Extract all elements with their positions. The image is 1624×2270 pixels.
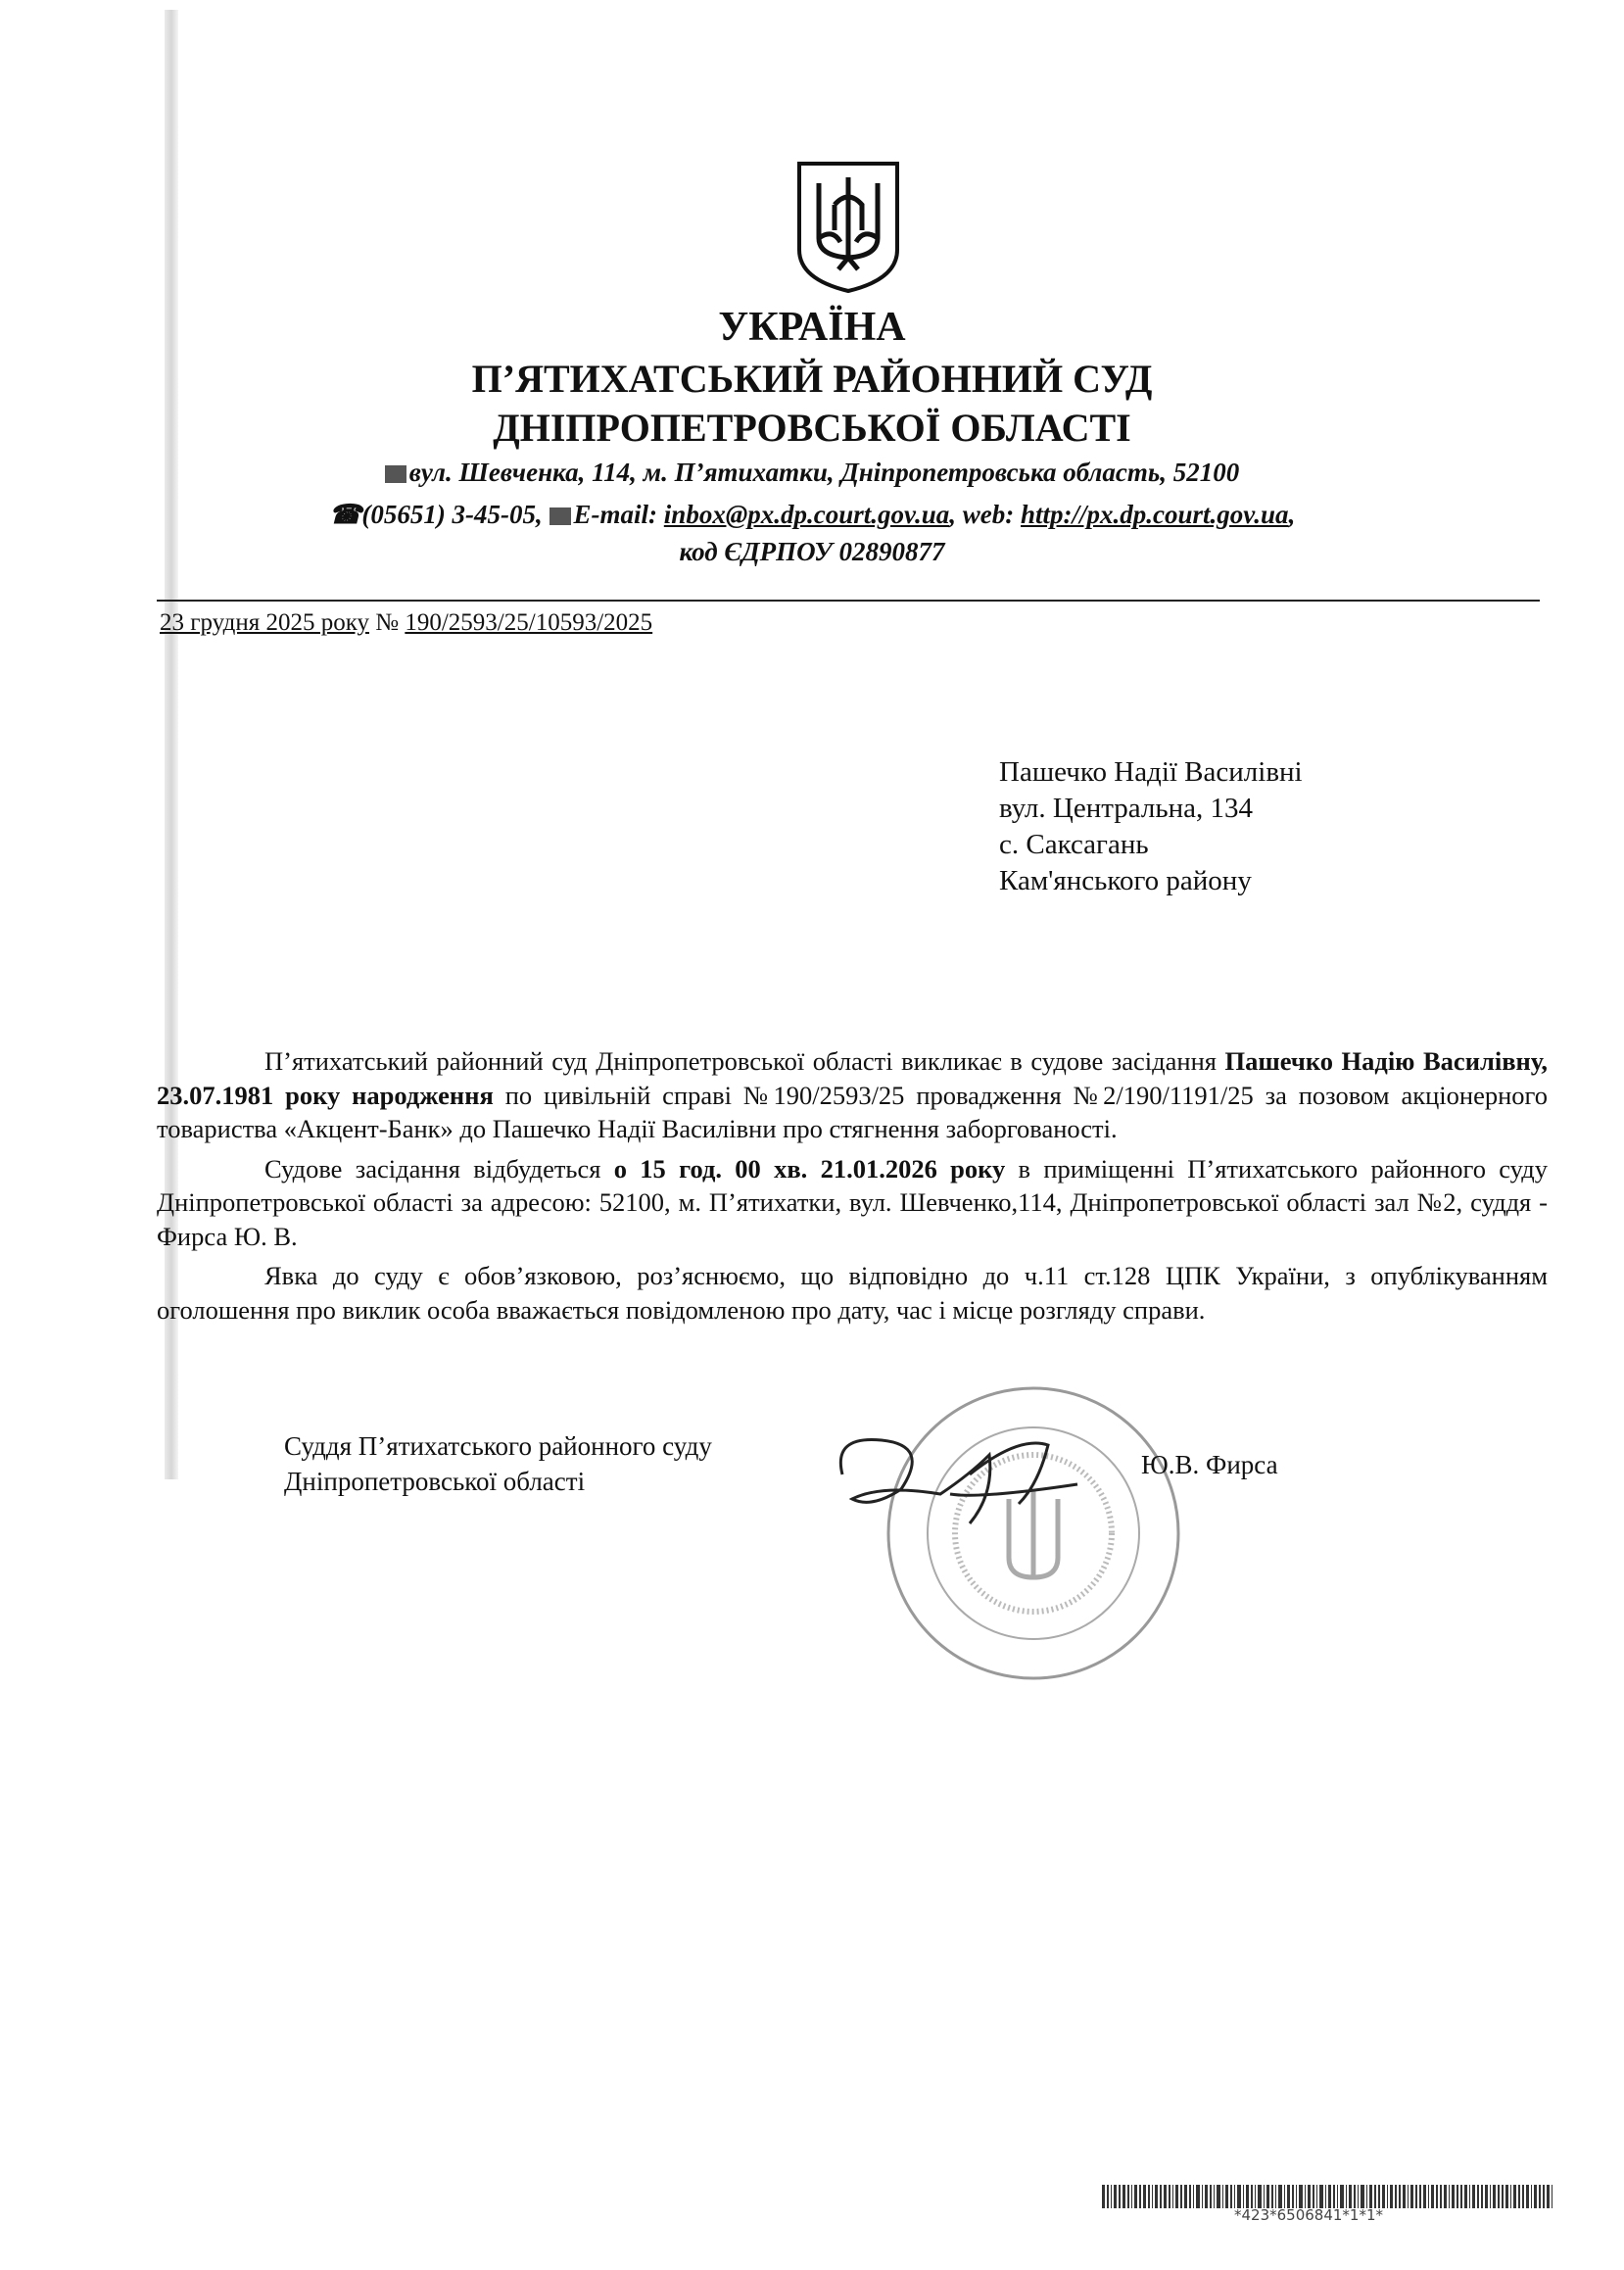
barcode-bar [1246,2185,1249,2208]
barcode-bar [1452,2185,1455,2208]
barcode-bar [1505,2185,1508,2208]
barcode-bar [1490,2185,1492,2208]
barcode-bar [1449,2185,1451,2208]
recipient-district: Кам'янського району [999,865,1252,896]
barcode-bar [1196,2185,1199,2208]
barcode-bar [1152,2185,1154,2208]
computer-icon [549,507,571,525]
barcode-bar [1472,2185,1475,2208]
barcode-bar [1346,2185,1348,2208]
barcode-bar [1415,2185,1417,2208]
barcode-bar [1539,2185,1541,2208]
barcode-bar [1469,2185,1471,2208]
barcode-bar [1287,2185,1290,2208]
text: П’ятихатський районний суд Дніпропетровської області викликає в судове засідання [264,1046,1225,1076]
paragraph-summons [157,1044,1548,1146]
recipient-address [999,754,1303,899]
barcode-bar [1114,2185,1117,2208]
barcode-bar [1493,2185,1496,2208]
barcode-bar [1205,2185,1208,2208]
email-label: E-mail: [573,500,658,529]
barcode-bar [1395,2185,1397,2208]
document-date: 23 грудня 2025 року [160,609,369,636]
barcode-bar [1436,2185,1438,2208]
barcode-bar [1237,2185,1240,2208]
barcode-bar [1498,2185,1500,2208]
barcode-bar [1534,2185,1537,2208]
barcode-bar [1387,2185,1389,2208]
barcode-bar [1111,2185,1113,2208]
barcode-bar [1423,2185,1426,2208]
barcode-bar [1349,2185,1352,2208]
judge-title-line2: Дніпропетровської області [284,1467,586,1496]
barcode-bar [1510,2185,1512,2208]
barcode-bar [1457,2185,1458,2208]
barcode-bar [1296,2185,1298,2208]
barcode-bar [1340,2185,1343,2208]
edrpou-code: код ЄДРПОУ 02890877 [679,537,945,566]
document-date-number [160,609,652,637]
barcode-bar [1502,2185,1504,2208]
barcode-bar [1513,2185,1516,2208]
barcode-bar [1217,2185,1219,2208]
barcode-bar [1428,2185,1430,2208]
barcode-bar [1308,2185,1311,2208]
barcode-bar [1230,2185,1232,2208]
barcode-bar [1189,2185,1191,2208]
barcode-bar [1390,2185,1393,2208]
barcode-bar [1278,2185,1281,2208]
barcode-bar [1543,2185,1545,2208]
phone-icon: ☎ [328,500,362,529]
barcode-bar [1408,2185,1409,2208]
mail-icon [385,465,406,483]
barcode-bar [1481,2185,1483,2208]
barcode-bar [1477,2185,1479,2208]
barcode-bar [1271,2185,1273,2208]
barcode-bar [1258,2185,1261,2208]
barcode-bar [1143,2185,1146,2208]
recipient-village: с. Саксагань [999,829,1149,860]
barcode-bar [1313,2185,1314,2208]
barcode-bar [1325,2185,1327,2208]
web-link[interactable]: http://px.dp.court.gov.ua [1021,500,1289,529]
barcode-bar [1299,2185,1302,2208]
barcode-bar [1266,2185,1269,2208]
barcode-bar [1292,2185,1294,2208]
court-name: П’ЯТИХАТСЬКИЙ РАЙОННИЙ СУД [471,357,1153,401]
court-region: ДНІПРОПЕТРОВСЬКОЇ ОБЛАСТІ [493,406,1131,450]
barcode-bar [1378,2185,1380,2208]
barcode-bar [1333,2185,1335,2208]
barcode [1102,2185,1552,2208]
barcode-bar [1419,2185,1421,2208]
barcode-bar [1222,2185,1224,2208]
barcode-bar [1275,2185,1277,2208]
web-label: , web: [949,500,1015,529]
barcode-bar [1225,2185,1228,2208]
barcode-bar [1485,2185,1488,2208]
barcode-bar [1251,2185,1253,2208]
barcode-bar [1464,2185,1467,2208]
barcode-bar [1410,2185,1413,2208]
email-link[interactable]: inbox@px.dp.court.gov.ua [663,500,950,529]
barcode-bar [1460,2185,1462,2208]
court-contacts: ☎(05651) 3-45-05, E-mail: inbox@px.dp.court.gov.ua, web: http://px.dp.court.gov.ua, [328,500,1296,529]
barcode-bar [1284,2185,1286,2208]
barcode-bar [1134,2185,1137,2208]
barcode-bar [1180,2185,1182,2208]
barcode-bar [1148,2185,1150,2208]
barcode-bar [1164,2185,1167,2208]
text: в приміщенні П’ятихатського районного суду Дніпропетровської області за адресою: 52100, м. П’ятихатки, вул. Шевченко,114, Дніпропетровської області зал №2, суддя - Фирса Ю. В. [157,1153,1548,1251]
judge-name: Ю.В. Фирса [1141,1450,1278,1479]
barcode-bar [1243,2185,1245,2208]
phone-text: (05651) 3-45-05, [361,500,543,529]
barcode-bar [1172,2185,1174,2208]
barcode-bar [1444,2185,1447,2208]
handwritten-signature [823,1416,1097,1533]
number-sign: № [375,609,400,636]
paragraph-hearing [157,1152,1548,1254]
barcode-bar [1526,2185,1529,2208]
barcode-bar [1107,2185,1109,2208]
court-address [0,458,1624,488]
barcode-bar [1264,2185,1266,2208]
barcode-bar [1184,2185,1187,2208]
barcode-bar [1366,2185,1368,2208]
barcode-bar [1337,2185,1339,2208]
barcode-bar [1214,2185,1216,2208]
recipient-name: Пашечко Надії Василівні [999,756,1303,788]
barcode-bar [1202,2185,1204,2208]
barcode-bar [1403,2185,1406,2208]
barcode-bar [1522,2185,1524,2208]
barcode-bar [1431,2185,1434,2208]
barcode-bar [1234,2185,1236,2208]
barcode-bar [1358,2185,1360,2208]
address-text: вул. Шевченка, 114, м. П’ятихатки, Дніпропетровська область, 52100 [408,458,1240,487]
barcode-bar [1399,2185,1401,2208]
barcode-bar [1374,2185,1376,2208]
barcode-bar [1131,2185,1133,2208]
header-divider [157,600,1540,602]
paragraph-attendance: Явка до суду є обов’язковою, роз’яснюємо, що відповідно до ч.11 ст.128 ЦПК України, з опублікуванням оголошення про виклик особа вважається повідомленою про дату, час і місце розгляду справи. [157,1261,1548,1325]
barcode-bar [1255,2185,1257,2208]
barcode-text: *423*6506841*1*1* [1234,2206,1384,2224]
trident-coat-of-arms-icon [795,160,901,295]
barcode-bar [1210,2185,1212,2208]
barcode-bar [1440,2185,1442,2208]
barcode-bar [1328,2185,1331,2208]
barcode-bar [1382,2185,1385,2208]
barcode-bar [1127,2185,1129,2208]
barcode-bar [1305,2185,1307,2208]
barcode-bar [1319,2185,1322,2208]
barcode-bar [1175,2185,1178,2208]
text: Судове засідання відбудеться [264,1153,614,1183]
barcode-bar [1361,2185,1363,2208]
country-title: УКРАЇНА [718,305,906,350]
barcode-bar [1552,2185,1553,2208]
barcode-bar [1547,2185,1550,2208]
barcode-bar [1119,2185,1121,2208]
barcode-bar [1102,2185,1105,2208]
barcode-bar [1193,2185,1195,2208]
document-number: 190/2593/25/10593/2025 [405,609,653,636]
barcode-bar [1155,2185,1158,2208]
barcode-bar [1160,2185,1162,2208]
defendant-bold: Пашечко Надію Василівну, 23.07.1981 року народження [157,1046,1548,1110]
barcode-bar [1122,2185,1125,2208]
barcode-bar [1316,2185,1318,2208]
barcode-bar [1354,2185,1356,2208]
text: по цивільній справі №190/2593/25 провадження №2/190/1191/25 за позовом акціонерного товариства «Акцент-Банк» до Пашечко Надії Василівни про стягнення заборгованості. [157,1080,1548,1143]
judge-title [284,1428,712,1499]
barcode-bar [1169,2185,1170,2208]
summons-body [157,1044,1548,1332]
judge-title-line1: Суддя П’ятихатського районного суду [284,1431,712,1461]
barcode-bar [1531,2185,1533,2208]
barcode-bar [1518,2185,1520,2208]
recipient-street: вул. Центральна, 134 [999,793,1253,824]
hearing-time-bold: о 15 год. 00 хв. 21.01.2026 року [613,1153,1006,1183]
barcode-bar [1369,2185,1372,2208]
barcode-bar [1139,2185,1141,2208]
